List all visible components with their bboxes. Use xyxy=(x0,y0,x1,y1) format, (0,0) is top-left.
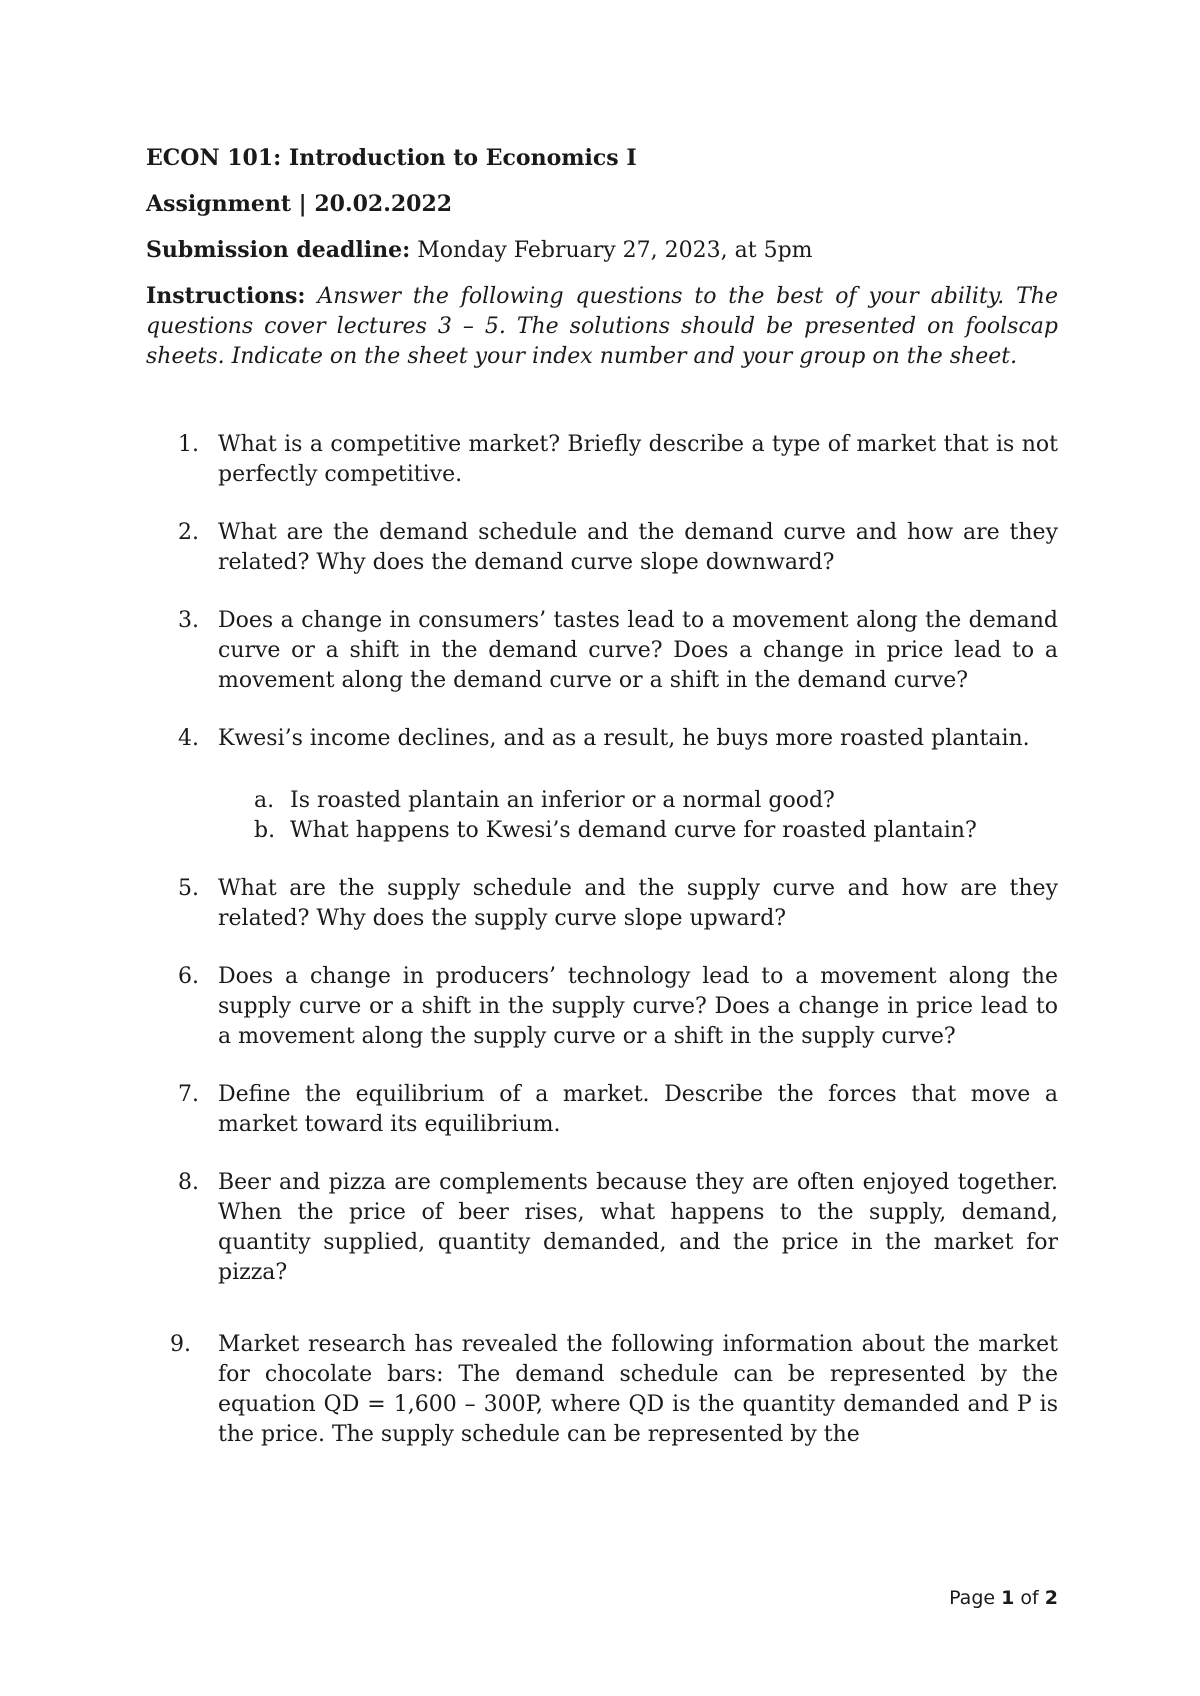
question-number: 5. xyxy=(178,876,199,901)
submission-deadline xyxy=(146,235,1058,266)
question-number: 9. xyxy=(170,1332,191,1357)
sub-question-letter: a. xyxy=(254,788,275,813)
question-item xyxy=(146,724,1058,846)
course-title: ECON 101: Introduction to Economics I xyxy=(146,145,637,171)
instructions-label: Instructions: xyxy=(146,283,306,309)
question-item xyxy=(146,606,1058,696)
question-text: What are the demand schedule and the demand curve and how are they related? Why does the demand curve slope downward? xyxy=(218,520,1058,575)
question-text: What are the supply schedule and the supply curve and how are they related? Why does the supply curve slope upward? xyxy=(218,876,1058,931)
sub-question-item xyxy=(218,816,1058,846)
question-text: Market research has revealed the following information about the market for chocolate bars: The demand schedule can be represented by the equation QD = 1,600 – 300P, where QD is the quantity demanded and P is the price. The supply schedule can be represented by the xyxy=(218,1332,1058,1447)
sub-question-item xyxy=(218,786,1058,816)
sub-question-letter: b. xyxy=(254,818,276,843)
page-number: Page 1 of 2 xyxy=(949,1587,1058,1609)
question-list xyxy=(146,430,1058,1450)
question-text: What is a competitive market? Briefly describe a type of market that is not perfectly competitive. xyxy=(218,432,1058,487)
question-text: Does a change in producers’ technology lead to a movement along the supply curve or a shift in the supply curve? Does a change in price lead to a movement along the supply curve or a shift in the supply curve? xyxy=(218,964,1058,1049)
question-text: Does a change in consumers’ tastes lead to a movement along the demand curve or a shift in the demand curve? Does a change in price lead to a movement along the demand curve or a shift in the demand curve? xyxy=(218,608,1058,693)
question-item xyxy=(146,1330,1058,1450)
assignment-title: Assignment | 20.02.2022 xyxy=(146,191,453,217)
question-number: 8. xyxy=(178,1170,199,1195)
question-text: Beer and pizza are complements because they are often enjoyed together. When the price of beer rises, what happens to the supply, demand, quantity supplied, quantity demanded, and the price in the market for pizza? xyxy=(218,1170,1058,1285)
question-item xyxy=(146,962,1058,1052)
sub-question-text: What happens to Kwesi’s demand curve for roasted plantain? xyxy=(290,818,977,843)
question-number: 4. xyxy=(178,726,199,751)
question-number: 2. xyxy=(178,520,199,545)
question-item xyxy=(146,1080,1058,1140)
question-number: 6. xyxy=(178,964,199,989)
instructions-text: Answer the following questions to the best of your ability. The questions cover lectures 3 – 5. The solutions should be presented on foolscap sheets. Indicate on the sheet your index number and your group on the sheet. xyxy=(146,284,1058,369)
question-number: 1. xyxy=(178,432,199,457)
deadline-label: Submission deadline: xyxy=(146,237,411,263)
question-text: Define the equilibrium of a market. Describe the forces that move a market toward its equilibrium. xyxy=(218,1082,1058,1137)
question-item xyxy=(146,430,1058,490)
question-text: Kwesi’s income declines, and as a result, he buys more roasted plantain. xyxy=(218,726,1030,751)
sub-question-text: Is roasted plantain an inferior or a normal good? xyxy=(290,788,835,813)
question-number: 3. xyxy=(178,608,199,633)
instructions xyxy=(146,281,1058,372)
question-item xyxy=(146,518,1058,578)
document-body xyxy=(146,143,1058,1450)
sub-question-list xyxy=(218,786,1058,846)
question-item xyxy=(146,874,1058,934)
question-number: 7. xyxy=(178,1082,199,1107)
deadline-value: Monday February 27, 2023, at 5pm xyxy=(410,238,813,263)
question-item xyxy=(146,1168,1058,1288)
